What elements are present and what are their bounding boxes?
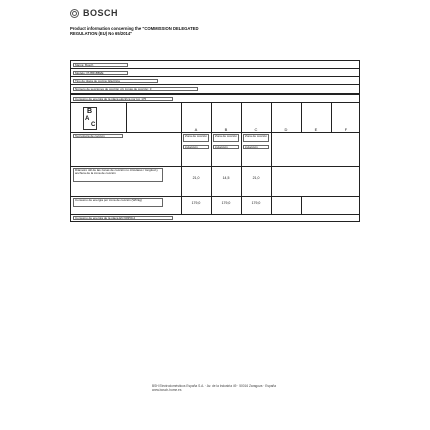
brand-label: Marca: Bosch — [73, 63, 128, 67]
model-label: Modelo: PIJ651BB2E — [73, 71, 128, 75]
intro-line-1: Product information concerning the "COMMISSION DELEGATED — [70, 26, 199, 31]
zone-sub-3: inducción — [243, 145, 269, 149]
zone-header-1: Zona de cocción — [183, 134, 209, 142]
energy-letter-c: C — [254, 127, 258, 132]
energy-efficiency-table — [70, 94, 360, 222]
energy-letter-f: F — [344, 127, 348, 132]
footer — [152, 384, 276, 392]
diameter-value-3: 21,0 — [252, 176, 260, 180]
consumption-value-2: 179,0 — [221, 201, 231, 205]
cooking-tech-row — [71, 133, 359, 167]
brand-logo — [70, 8, 118, 18]
consumption-value-1: 179,0 — [191, 201, 201, 205]
row-model — [71, 69, 359, 77]
energy-class-top: B — [87, 108, 93, 115]
zone-header-2: Zona de cocción — [213, 134, 239, 142]
intro-text — [70, 26, 270, 36]
cooking-tech-label: Tecnología de cocción — [73, 134, 123, 138]
energy-letter-a: A — [194, 127, 198, 132]
tech-label: Consumo de energía de la placa eléctrica por kg: 175 — [73, 97, 173, 101]
row-brand — [71, 61, 359, 69]
diameter-value-1: 21,0 — [192, 176, 200, 180]
consumption-value-3: 179,0 — [251, 201, 261, 205]
total-label: Consumo de energía de la placa EN 60350-2 — [73, 216, 173, 220]
energy-letter-e: E — [314, 127, 318, 132]
row-type — [71, 77, 359, 85]
type-label: Tipo de placa de cocina: Eléctrica — [73, 79, 158, 83]
consumption-label: Consumo de energía por zona de cocción (Wh/kg) — [73, 198, 163, 207]
energy-letter-d: D — [284, 127, 288, 132]
product-info-table — [70, 60, 360, 94]
zone-header-3: Zona de cocción — [243, 134, 269, 142]
energy-class-right: C — [91, 122, 96, 128]
footer-website[interactable]: www.bosch-home.es — [152, 388, 182, 393]
zone-sub-1: inducción — [183, 145, 209, 149]
zone-sub-2: inducción — [213, 145, 239, 149]
zones-label: Número de secciones de cocción y/o zonas de cocción: 3 — [73, 87, 198, 91]
energy-class-row — [71, 103, 359, 133]
row-zones — [71, 85, 359, 93]
energy-letter-b: B — [224, 127, 228, 132]
consumption-row — [71, 197, 359, 215]
row-tech — [71, 95, 359, 103]
brand-name: BOSCH — [83, 8, 119, 18]
bosch-logo-icon — [70, 9, 79, 18]
diameter-row — [71, 167, 359, 197]
diameter-label: Diámetro útil de las zonas de cocción no circulares / longitud y anchura de la zona de cocción — [73, 168, 163, 182]
energy-class-left: A — [85, 116, 90, 122]
footer-address: BSH Electrodomésticos España S.A. · Av. de la Industria 49 · 50016 Zaragoza · España — [152, 384, 277, 388]
diameter-value-2: 14,5 — [222, 176, 230, 180]
intro-line-2: REGULATION (EU) No 65/2014" — [70, 31, 133, 37]
total-row — [71, 215, 359, 223]
energy-class-icon — [83, 107, 97, 130]
